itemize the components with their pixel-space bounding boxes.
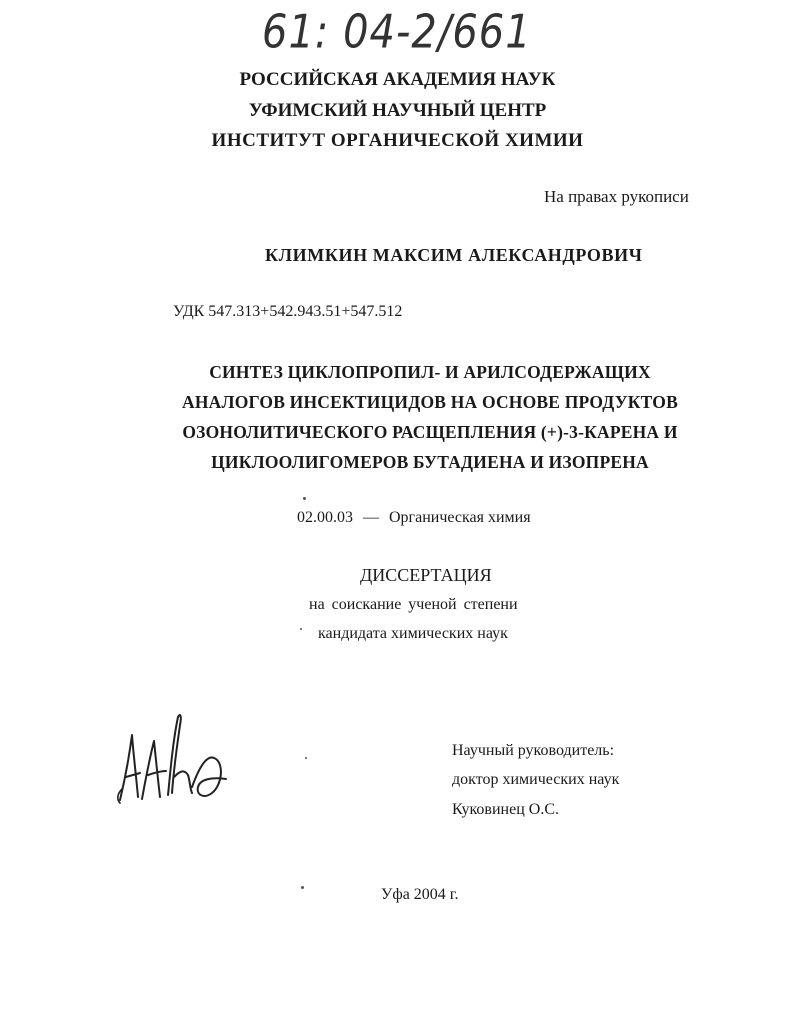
scan-speck	[305, 757, 307, 759]
center-name: УФИМСКИЙ НАУЧНЫЙ ЦЕНТР	[248, 100, 547, 121]
supervisor-label: Научный руководитель:	[452, 742, 615, 759]
scan-speck	[303, 497, 306, 500]
dissertation-degree: кандидата химических наук	[318, 625, 508, 642]
thesis-title-line-2: АНАЛОГОВ ИНСЕКТИЦИДОВ НА ОСНОВЕ ПРОДУКТОВ	[181, 392, 678, 412]
thesis-title-line-1: СИНТЕЗ ЦИКЛОПРОПИЛ- И АРИЛСОДЕРЖАЩИХ	[209, 362, 651, 382]
rights-note: На правах рукописи	[544, 187, 689, 206]
thesis-title-line-3: ОЗОНОЛИТИЧЕСКОГО РАСЩЕПЛЕНИЯ (+)-3-КАРЕНА И	[182, 422, 678, 442]
city-year: Уфа 2004 г.	[381, 886, 459, 903]
dissertation-purpose: на соискание ученой степени	[309, 596, 518, 613]
specialty-code: 02.00.03	[297, 509, 353, 526]
dissertation-type: ДИССЕРТАЦИЯ	[360, 565, 492, 585]
academy-name: РОССИЙСКАЯ АКАДЕМИЯ НАУК	[239, 69, 556, 90]
udc-code: УДК 547.313+542.943.51+547.512	[173, 303, 403, 320]
specialty	[297, 509, 531, 527]
specialty-dash: —	[363, 509, 379, 526]
specialty-name: Органическая химия	[389, 509, 531, 526]
author-signature	[108, 705, 233, 810]
author-name: КЛИМКИН МАКСИМ АЛЕКСАНДРОВИЧ	[265, 245, 643, 265]
scan-speck	[301, 886, 304, 889]
institute-name: ИНСТИТУТ ОРГАНИЧЕСКОЙ ХИМИИ	[211, 130, 584, 151]
supervisor-name: Куковинец О.С.	[452, 801, 559, 818]
thesis-title-line-4: ЦИКЛООЛИГОМЕРОВ БУТАДИЕНА И ИЗОПРЕНА	[211, 452, 649, 472]
archive-code: 61: 04-2/661	[262, 6, 532, 59]
scan-speck	[300, 628, 302, 630]
supervisor-degree: доктор химических наук	[452, 771, 620, 788]
